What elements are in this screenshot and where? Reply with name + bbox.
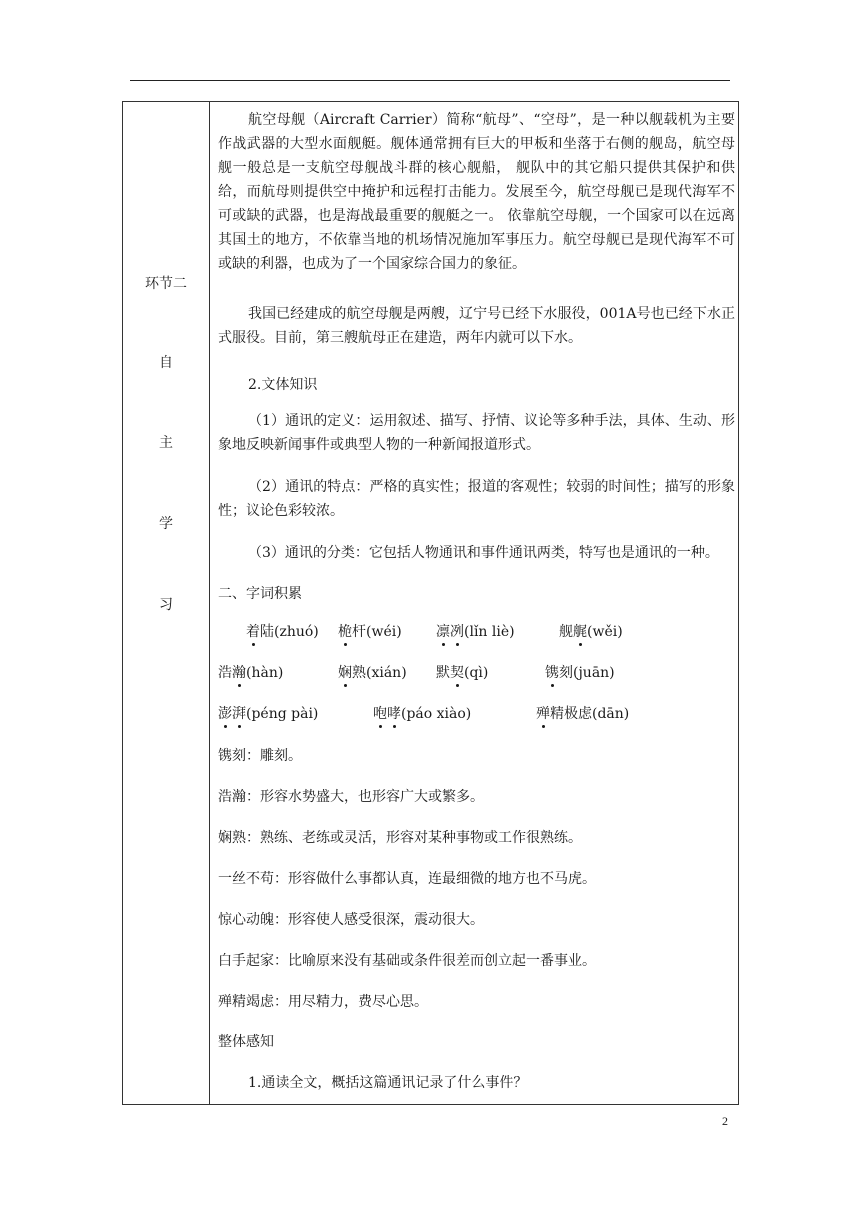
definition-item: 镌刻：雕刻。	[218, 748, 302, 764]
column-divider	[209, 102, 210, 1104]
section-char-2: 主	[159, 435, 173, 451]
vocab-item: 殚精极虑(dān)	[536, 706, 630, 722]
vocab-item: 镌刻(juān)	[545, 665, 615, 681]
definition-item: 一丝不苟：形容做什么事都认真，连最细微的地方也不马虎。	[218, 871, 596, 887]
vocab-item: 浩瀚(hàn)	[218, 665, 284, 681]
vocab-item: 着陆(zhuó)	[246, 624, 319, 640]
genre-definition: （1）通讯的定义：运用叙述、描写、抒情、议论等多种手法，具体、生动、形象地反映新闻事件或典型人物的一种新闻报道形式。	[218, 413, 735, 453]
vocab-heading: 二、字词积累	[218, 586, 302, 602]
question-1: 1.通读全文，概括这篇通讯记录了什么事件？	[248, 1075, 528, 1091]
definition-item: 娴熟：熟练、老练或灵活，形容对某种事物或工作很熟练。	[218, 830, 582, 846]
section-char-3: 学	[159, 516, 173, 532]
section-char-1: 自	[159, 355, 173, 371]
vocab-item: 舰艉(wěi)	[559, 624, 623, 640]
header-rule	[130, 80, 730, 81]
section-title: 环节二	[145, 276, 187, 292]
vocab-item: 咆哮(páo xiào)	[373, 706, 472, 722]
definition-item: 惊心动魄：形容使人感受很深，震动很大。	[218, 912, 484, 928]
definition-item: 浩瀚：形容水势盛大，也形容广大或繁多。	[218, 789, 484, 805]
section-label-column	[123, 102, 209, 1104]
lesson-table	[122, 101, 739, 1105]
vocab-item: 娴熟(xián)	[338, 665, 407, 681]
overall-heading: 整体感知	[218, 1034, 274, 1050]
definition-item: 白手起家：比喻原来没有基础或条件很差而创立起一番事业。	[218, 953, 596, 969]
genre-types: （3）通讯的分类：它包括人物通讯和事件通讯两类，特写也是通讯的一种。	[248, 545, 719, 561]
definition-item: 殚精竭虑：用尽精力，费尽心思。	[218, 994, 428, 1010]
vocab-item: 澎湃(péng pài)	[218, 706, 319, 722]
china-carriers-paragraph: 我国已经建成的航空母舰是两艘，辽宁号已经下水服役，001A号也已经下水正式服役。目前，第三艘航母正在建造，两年内就可以下水。	[218, 306, 735, 346]
vocab-item: 默契(qì)	[436, 665, 489, 681]
vocab-item: 凛冽(lǐn liè)	[436, 624, 515, 640]
genre-features: （2）通讯的特点：严格的真实性；报道的客观性；较弱的时间性；描写的形象性；议论色彩较浓。	[218, 479, 735, 519]
page-number: 2	[722, 1114, 728, 1128]
vocab-item: 桅杆(wéi)	[338, 624, 402, 640]
section-char-4: 习	[159, 597, 173, 613]
genre-heading: 2.文体知识	[248, 377, 318, 393]
intro-paragraph: 航空母舰（Aircraft Carrier）简称“航母”、“空母”，是一种以舰载机为主要作战武器的大型水面舰艇。舰体通常拥有巨大的甲板和坐落于右侧的舰岛，航空母舰一般总是一支航空母舰战斗群的核心舰船， 舰队中的其它船只提供其保护和供给，而航母则提供空中掩护和远程打击能力。发展至今，航空母舰已是现代海军不可或缺的武器，也是海战最重要的舰艇之一。 依靠航空母舰，一个国家可以在远离其国土的地方，不依靠当地的机场情况施加军事压力。航空母舰已是现代海军不可或缺的利器，也成为了一个国家综合国力的象征。	[218, 112, 735, 272]
